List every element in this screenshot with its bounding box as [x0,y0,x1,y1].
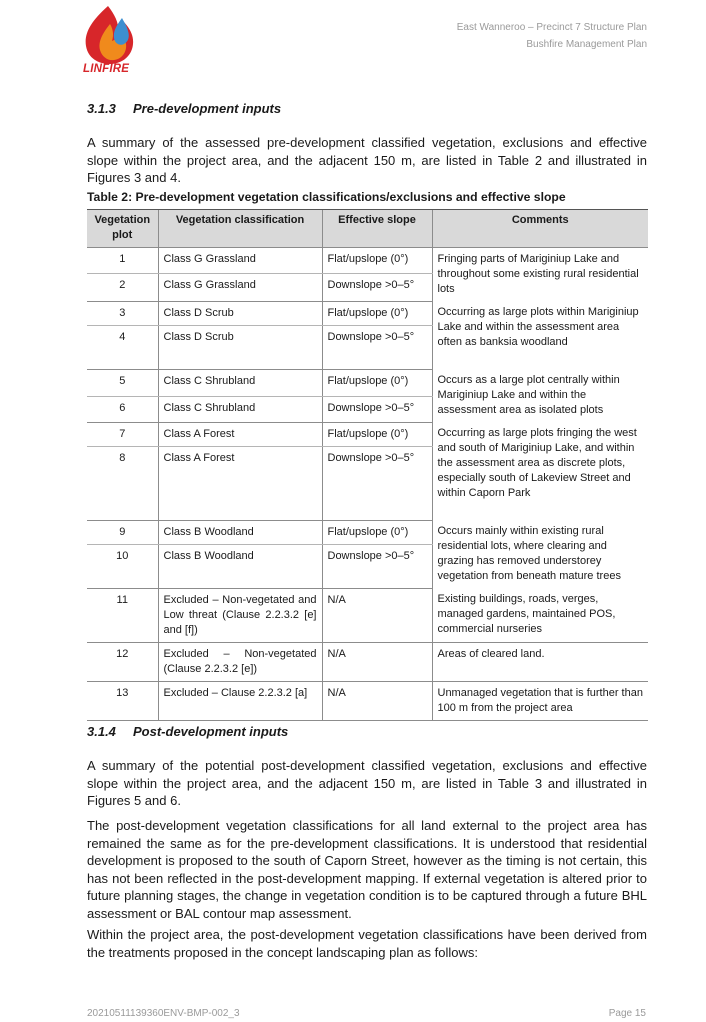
table-row [87,248,648,274]
section-number: 3.1.3 [87,101,116,116]
cell-plot: 13 [87,681,158,720]
cell-classification: Class D Scrub [158,301,322,325]
section-title: Post-development inputs [133,724,289,739]
logo-text: LINFIRE [83,63,130,75]
paragraph-314-1: A summary of the potential post-development classified vegetation, exclusions and effective slope within the project area, and the adjacent 150 m, are listed in Table 3 and illustrated in Figures 5 and 6. [87,758,647,808]
cell-plot: 12 [87,642,158,681]
cell-classification: Excluded – Non-vegetated and Low threat (Clause 2.2.3.2 [e] and [f]) [158,588,322,642]
cell-plot: 7 [87,422,158,446]
cell-slope: Flat/upslope (0°) [322,369,432,396]
footer-page-number: Page 15 [608,1008,646,1019]
section-heading-313 [87,101,281,116]
section-heading-314 [87,724,288,739]
cell-classification: Class B Woodland [158,520,322,544]
cell-slope: Downslope >0–5° [322,325,432,369]
cell-classification: Class C Shrubland [158,396,322,422]
cell-slope: N/A [322,588,432,642]
cell-comments: Areas of cleared land. [432,642,648,681]
paragraph-314-3: Within the project area, the post-development vegetation classifications have been derived from the treatments proposed in the concept landscaping plan as follows: [87,927,647,960]
cell-classification: Class D Scrub [158,325,322,369]
paragraph-314-2: The post-development vegetation classifications for all land external to the project area has remained the same as for the pre-development classifications. It is understood that residential development is proposed to the south of Caporn Street, however as the timing is not certain, this has not been reflected in the post-development mapping. If external vegetation is altered prior to future planning stages, the change in vegetation condition is to be captured through a future BHL assessment or BAL contour map assessment. [87,818,647,921]
cell-slope: Downslope >0–5° [322,273,432,301]
cell-classification: Class G Grassland [158,248,322,274]
cell-comments: Fringing parts of Mariginiup Lake and throughout some existing rural residential lots [432,248,648,302]
table-header-row [87,210,648,248]
cell-plot: 1 [87,248,158,274]
table-row [87,301,648,325]
table-caption: Table 2: Pre-development vegetation classifications/exclusions and effective slope [87,190,566,204]
cell-plot: 8 [87,446,158,520]
cell-comments: Occurring as large plots within Mariginiup Lake and within the assessment area often as banksia woodland [432,301,648,369]
cell-plot: 9 [87,520,158,544]
cell-classification: Class G Grassland [158,273,322,301]
cell-slope: N/A [322,642,432,681]
table-row [87,422,648,446]
header-plot: Vegetation plot [87,210,158,248]
cell-classification: Class A Forest [158,422,322,446]
header-title-line2: Bushfire Management Plan [526,39,647,50]
cell-slope: Flat/upslope (0°) [322,422,432,446]
cell-classification: Class B Woodland [158,544,322,588]
cell-comments: Unmanaged vegetation that is further than 100 m from the project area [432,681,648,720]
cell-slope: Downslope >0–5° [322,446,432,520]
header-slope: Effective slope [322,210,432,248]
cell-slope: N/A [322,681,432,720]
cell-plot: 5 [87,369,158,396]
cell-classification: Excluded – Non-vegetated (Clause 2.2.3.2 [e]) [158,642,322,681]
header-comments: Comments [432,210,648,248]
cell-slope: Flat/upslope (0°) [322,248,432,274]
cell-comments: Existing buildings, roads, verges, managed gardens, maintained POS, commercial nurseries [432,588,648,642]
cell-comments: Occurs mainly within existing rural residential lots, where clearing and grazing has removed understorey vegetation from beneath mature trees [432,520,648,588]
header-classification: Vegetation classification [158,210,322,248]
cell-plot: 3 [87,301,158,325]
table-row [87,642,648,681]
table-row [87,588,648,642]
cell-classification: Class C Shrubland [158,369,322,396]
cell-comments: Occurs as a large plot centrally within Mariginiup Lake and within the assessment area as isolated plots [432,369,648,422]
cell-slope: Flat/upslope (0°) [322,520,432,544]
cell-classification: Class A Forest [158,446,322,520]
paragraph-313: A summary of the assessed pre-development classified vegetation, exclusions and effective slope within the project area, and the adjacent 150 m, are listed in Table 2 and illustrated in Figures 3 and 4. [87,135,647,185]
cell-plot: 10 [87,544,158,588]
table-row [87,681,648,720]
cell-plot: 11 [87,588,158,642]
cell-slope: Flat/upslope (0°) [322,301,432,325]
cell-plot: 6 [87,396,158,422]
footer-doc-id: 20210511139360ENV-BMP-002_3 [87,1008,240,1019]
cell-slope: Downslope >0–5° [322,396,432,422]
header-title-line1: East Wanneroo – Precinct 7 Structure Plan [456,22,647,33]
table-row [87,520,648,544]
cell-comments: Occurring as large plots fringing the west and south of Mariginiup Lake, and within the assessment area as discrete plots, especially south of Lakeview Street and within Caporn Park [432,422,648,520]
cell-plot: 4 [87,325,158,369]
cell-plot: 2 [87,273,158,301]
section-number: 3.1.4 [87,724,116,739]
vegetation-table [87,209,648,721]
cell-classification: Excluded – Clause 2.2.3.2 [a] [158,681,322,720]
table-row [87,369,648,396]
cell-slope: Downslope >0–5° [322,544,432,588]
section-title: Pre-development inputs [133,101,282,116]
